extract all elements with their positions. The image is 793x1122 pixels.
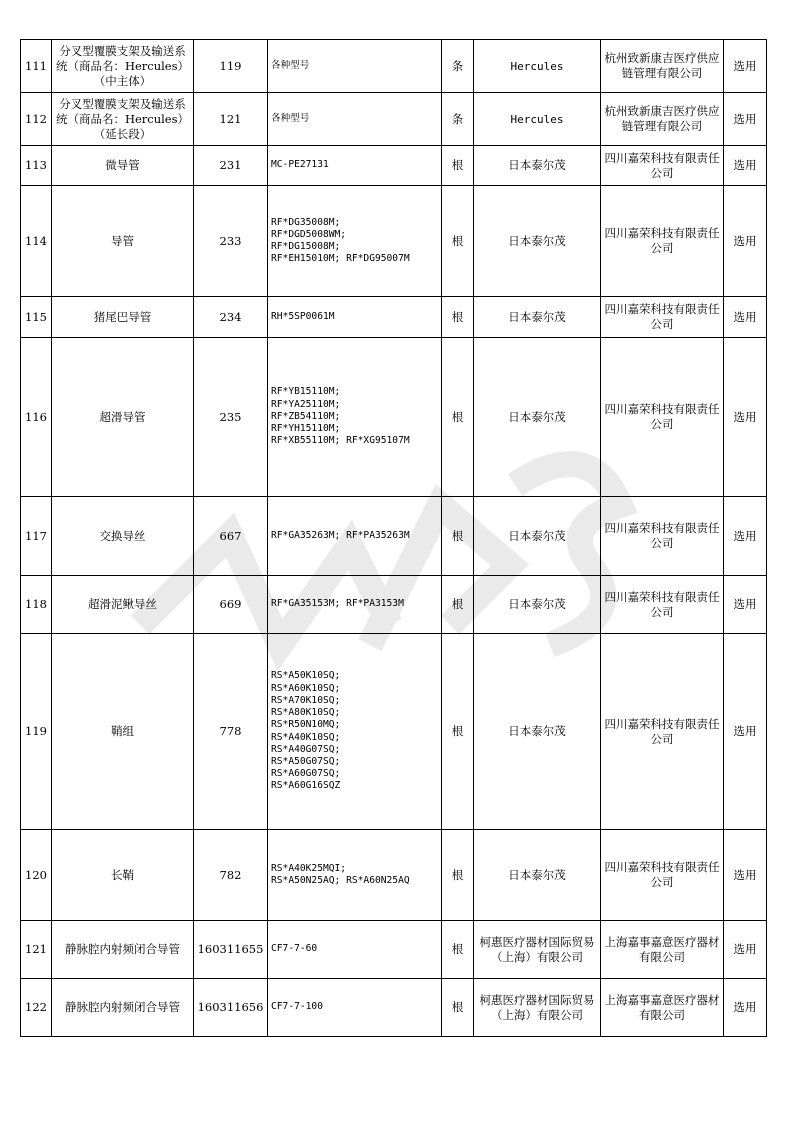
supplier-cell: 杭州致新康吉医疗供应链管理有限公司 — [601, 40, 724, 93]
table-row — [21, 576, 767, 634]
selection-type-cell: 选用 — [724, 146, 767, 186]
unit-cell: 条 — [442, 40, 474, 93]
product-name-cell: 猪尾巴导管 — [52, 297, 194, 338]
table-row — [21, 979, 767, 1037]
product-name-cell: 导管 — [52, 186, 194, 297]
selection-type-cell: 选用 — [724, 297, 767, 338]
supplier-cell: 四川嘉荣科技有限责任公司 — [601, 338, 724, 497]
manufacturer-cell: 日本泰尔茂 — [474, 297, 601, 338]
model-spec-cell: MC-PE27131 — [268, 146, 442, 186]
supplier-cell: 四川嘉荣科技有限责任公司 — [601, 576, 724, 634]
manufacturer-cell: 日本泰尔茂 — [474, 186, 601, 297]
model-spec-cell: RH*5SP0061M — [268, 297, 442, 338]
product-code-cell: 160311655 — [194, 921, 268, 979]
supplier-cell: 四川嘉荣科技有限责任公司 — [601, 497, 724, 576]
unit-cell: 根 — [442, 338, 474, 497]
row-number-cell: 120 — [21, 830, 52, 921]
product-code-cell: 667 — [194, 497, 268, 576]
manufacturer-cell: Hercules — [474, 40, 601, 93]
selection-type-cell: 选用 — [724, 186, 767, 297]
product-name-cell: 分叉型覆膜支架及输送系统（商品名：Hercules）（延长段） — [52, 93, 194, 146]
model-spec-cell: RS*A50K10SQ; RS*A60K10SQ; RS*A70K10SQ; RS*A80K10SQ; RS*R50N10MQ; RS*A40K10SQ; RS*A40G07SQ; RS*A50G07SQ; RS*A60G07SQ; RS*A60G16SQZ — [268, 634, 442, 830]
product-code-cell: 669 — [194, 576, 268, 634]
product-code-cell: 121 — [194, 93, 268, 146]
table-row — [21, 146, 767, 186]
unit-cell: 根 — [442, 921, 474, 979]
model-spec-cell: RF*YB15110M; RF*YA25110M; RF*ZB54110M; RF*YH15110M; RF*XB55110M; RF*XG95107M — [268, 338, 442, 497]
supplier-cell: 四川嘉荣科技有限责任公司 — [601, 297, 724, 338]
row-number-cell: 117 — [21, 497, 52, 576]
manufacturer-cell: 日本泰尔茂 — [474, 146, 601, 186]
manufacturer-cell: 日本泰尔茂 — [474, 338, 601, 497]
unit-cell: 根 — [442, 830, 474, 921]
row-number-cell: 113 — [21, 146, 52, 186]
manufacturer-cell: 日本泰尔茂 — [474, 576, 601, 634]
unit-cell: 根 — [442, 186, 474, 297]
product-name-cell: 超滑泥鳅导丝 — [52, 576, 194, 634]
unit-cell: 根 — [442, 297, 474, 338]
table-row — [21, 830, 767, 921]
unit-cell: 根 — [442, 497, 474, 576]
supplier-cell: 上海嘉事嘉意医疗器材有限公司 — [601, 979, 724, 1037]
table-row — [21, 497, 767, 576]
model-spec-cell: RF*GA35153M; RF*PA3153M — [268, 576, 442, 634]
selection-type-cell: 选用 — [724, 338, 767, 497]
table-row — [21, 297, 767, 338]
model-spec-cell: 各种型号 — [268, 93, 442, 146]
product-name-cell: 超滑导管 — [52, 338, 194, 497]
product-name-cell: 长鞘 — [52, 830, 194, 921]
product-name-cell: 交换导丝 — [52, 497, 194, 576]
row-number-cell: 112 — [21, 93, 52, 146]
row-number-cell: 116 — [21, 338, 52, 497]
unit-cell: 根 — [442, 146, 474, 186]
supplier-cell: 四川嘉荣科技有限责任公司 — [601, 830, 724, 921]
model-spec-cell: 各种型号 — [268, 40, 442, 93]
product-name-cell: 鞘组 — [52, 634, 194, 830]
row-number-cell: 114 — [21, 186, 52, 297]
product-code-cell: 234 — [194, 297, 268, 338]
product-code-cell: 782 — [194, 830, 268, 921]
model-spec-cell: CF7-7-100 — [268, 979, 442, 1037]
model-spec-cell: RF*DG35008M; RF*DGD5008WM; RF*DG15008M; RF*EH15010M; RF*DG95007M — [268, 186, 442, 297]
product-code-cell: 231 — [194, 146, 268, 186]
selection-type-cell: 选用 — [724, 830, 767, 921]
selection-type-cell: 选用 — [724, 576, 767, 634]
unit-cell: 根 — [442, 634, 474, 830]
catalog-table — [20, 39, 767, 1037]
manufacturer-cell: 柯惠医疗器材国际贸易（上海）有限公司 — [474, 921, 601, 979]
supplier-cell: 四川嘉荣科技有限责任公司 — [601, 186, 724, 297]
supplier-cell: 四川嘉荣科技有限责任公司 — [601, 146, 724, 186]
selection-type-cell: 选用 — [724, 40, 767, 93]
product-name-cell: 分叉型覆膜支架及输送系统（商品名：Hercules）（中主体） — [52, 40, 194, 93]
manufacturer-cell: Hercules — [474, 93, 601, 146]
row-number-cell: 121 — [21, 921, 52, 979]
table-row — [21, 40, 767, 93]
row-number-cell: 115 — [21, 297, 52, 338]
model-spec-cell: RF*GA35263M; RF*PA35263M — [268, 497, 442, 576]
table-row — [21, 634, 767, 830]
row-number-cell: 111 — [21, 40, 52, 93]
manufacturer-cell: 日本泰尔茂 — [474, 497, 601, 576]
supplier-cell: 四川嘉荣科技有限责任公司 — [601, 634, 724, 830]
unit-cell: 条 — [442, 93, 474, 146]
manufacturer-cell: 日本泰尔茂 — [474, 830, 601, 921]
row-number-cell: 122 — [21, 979, 52, 1037]
manufacturer-cell: 柯惠医疗器材国际贸易（上海）有限公司 — [474, 979, 601, 1037]
product-code-cell: 235 — [194, 338, 268, 497]
selection-type-cell: 选用 — [724, 979, 767, 1037]
model-spec-cell: RS*A40K25MQI; RS*A50N25AQ; RS*A60N25AQ — [268, 830, 442, 921]
selection-type-cell: 选用 — [724, 634, 767, 830]
unit-cell: 根 — [442, 576, 474, 634]
row-number-cell: 119 — [21, 634, 52, 830]
product-code-cell: 778 — [194, 634, 268, 830]
product-code-cell: 233 — [194, 186, 268, 297]
product-name-cell: 静脉腔内射频闭合导管 — [52, 979, 194, 1037]
model-spec-cell: CF7-7-60 — [268, 921, 442, 979]
selection-type-cell: 选用 — [724, 93, 767, 146]
product-code-cell: 160311656 — [194, 979, 268, 1037]
table-row — [21, 338, 767, 497]
table-body — [21, 40, 767, 1037]
product-code-cell: 119 — [194, 40, 268, 93]
product-name-cell: 微导管 — [52, 146, 194, 186]
supplier-cell: 杭州致新康吉医疗供应链管理有限公司 — [601, 93, 724, 146]
selection-type-cell: 选用 — [724, 921, 767, 979]
unit-cell: 根 — [442, 979, 474, 1037]
table-row — [21, 921, 767, 979]
product-name-cell: 静脉腔内射频闭合导管 — [52, 921, 194, 979]
table-row — [21, 93, 767, 146]
row-number-cell: 118 — [21, 576, 52, 634]
supplier-cell: 上海嘉事嘉意医疗器材有限公司 — [601, 921, 724, 979]
manufacturer-cell: 日本泰尔茂 — [474, 634, 601, 830]
table-row — [21, 186, 767, 297]
selection-type-cell: 选用 — [724, 497, 767, 576]
